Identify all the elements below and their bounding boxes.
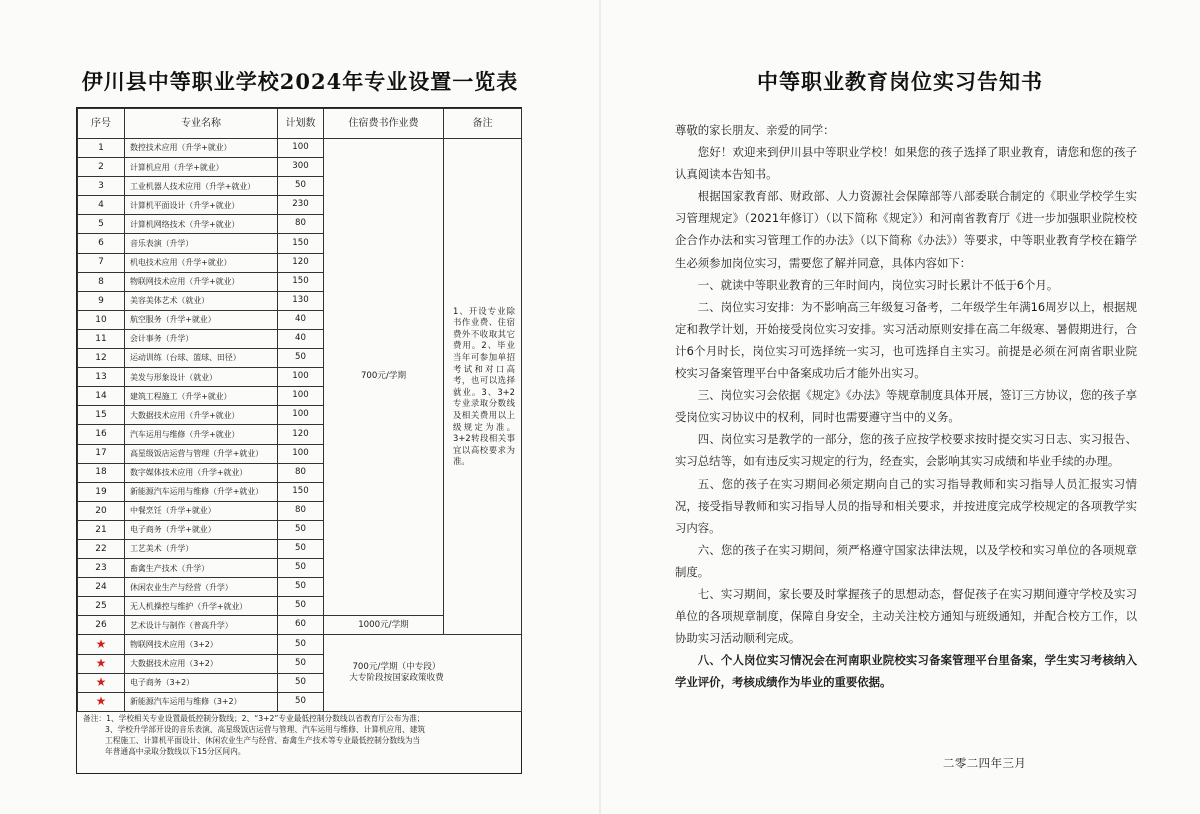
plan-count: 130 [278,291,324,310]
table-row [78,139,522,158]
plan-count: 40 [278,310,324,329]
major-name: 高星级饭店运营与管理（升学+就业） [125,444,278,463]
notice-paragraph: 五、您的孩子在实习期间必须定期向自己的实习指导教师和实习指导人员汇报实习情况，接受指导教师和实习指导人员的指导和相关要求，并按进度完成学校规定的各项教学实习内容。 [675,476,1137,535]
plan-count: 80 [278,501,324,520]
notice-date: 二零二四年三月 [943,756,1027,770]
plan-count: 50 [278,635,324,654]
row-number: 7 [78,253,125,272]
major-name: 计算机应用（升学+就业） [125,158,278,177]
major-name: 新能源汽车运用与维修（升学+就业） [125,482,278,501]
row-number: 18 [78,463,125,482]
row-number: 2 [78,158,125,177]
greeting: 尊敬的家长朋友、亲爱的同学： [675,123,835,137]
row-number: 21 [78,520,125,539]
major-name: 航空服务（升学+就业） [125,310,278,329]
major-name: 数字媒体技术应用（升学+就业） [125,463,278,482]
row-number: 11 [78,329,125,348]
plan-count: 300 [278,158,324,177]
plan-count: 50 [278,520,324,539]
major-name: 建筑工程施工（升学+就业） [125,387,278,406]
row-number: 15 [78,406,125,425]
plan-count: 150 [278,234,324,253]
row-number: 17 [78,444,125,463]
row-number: 26 [78,616,125,635]
plan-count: 50 [278,349,324,368]
fee-cell [324,635,522,711]
major-name: 会计事务（升学） [125,329,278,348]
plan-count: 100 [278,406,324,425]
major-name: 机电技术应用（升学+就业） [125,253,278,272]
row-number: 22 [78,539,125,558]
row-number: 8 [78,272,125,291]
row-number: 4 [78,196,125,215]
plan-count: 120 [278,425,324,444]
plan-count: 100 [278,444,324,463]
major-name: 计算机平面设计（升学+就业） [125,196,278,215]
major-name: 畜禽生产技术（升学） [125,559,278,578]
row-number: 14 [78,387,125,406]
notice-paragraph: 您好！欢迎来到伊川县中等职业学校！如果您的孩子选择了职业教育，请您和您的孩子认真阅读本告知书。 [675,145,1137,182]
major-name: 休闲农业生产与经营（升学） [125,578,278,597]
plan-count: 40 [278,329,324,348]
major-name: 新能源汽车运用与维修（3+2） [125,692,278,711]
row-number: 12 [78,349,125,368]
notice-paragraph: 根据国家教育部、财政部、人力资源社会保障部等八部委联合制定的《职业学校学生实习管理规定》（2021年修订）（以下简称《规定》）和河南省教育厅《进一步加强职业院校校企合作办法和实习管理工作的办法》（以下简称《办法》）等要求，中等职业教育学校在籍学生必须参加岗位实习，需要您了解并同意，具体内容如下： [675,189,1137,270]
plan-count: 80 [278,463,324,482]
major-name: 大数据技术应用（升学+就业） [125,406,278,425]
plan-count: 50 [278,559,324,578]
fee-line: 大专阶段按国家政策收费 [349,673,444,684]
plan-count: 150 [278,272,324,291]
footnote-line: 工程施工、计算机平面设计、休闲农业生产与经营、畜禽生产技术等专业最低控制分数线为当 [105,736,421,746]
row-number: 20 [78,501,125,520]
header-no: 序号 [78,109,125,139]
plan-count: 50 [278,597,324,616]
fee-cell: 1000元/学期 [324,616,444,635]
major-table [76,107,522,774]
major-name: 工业机器人技术应用（升学+就业） [125,177,278,196]
right-page [600,0,1200,814]
major-name: 中餐烹饪（升学+就业） [125,501,278,520]
row-number: 24 [78,578,125,597]
row-number: 1 [78,139,125,158]
major-name: 数控技术应用（升学+就业） [125,139,278,158]
plan-count: 50 [278,692,324,711]
major-name: 艺术设计与制作（普高升学） [125,616,278,635]
table-row [78,635,522,654]
footnote-line: 年普通高中录取分数线以下15分区间内。 [105,747,246,757]
major-name: 物联网技术应用（升学+就业） [125,272,278,291]
star-icon: ★ [78,654,125,673]
notice-paragraph: 四、岗位实习是教学的一部分，您的孩子应按学校要求按时提交实习日志、实习报告、实习总结等，如有违反实习规定的行为，经查实，会影响其实习成绩和毕业手续的办理。 [675,432,1137,469]
major-name: 计算机网络技术（升学+就业） [125,215,278,234]
star-icon: ★ [78,673,125,692]
row-number: 5 [78,215,125,234]
plan-count: 50 [278,539,324,558]
table-body [78,139,522,712]
header-fee: 住宿费书作业费 [324,109,444,139]
plan-count: 50 [278,177,324,196]
major-name: 音乐表演（升学） [125,234,278,253]
fee-line: 700元/学期（中专段） [352,661,441,672]
notice-paragraph-bold: 八、个人岗位实习情况会在河南职业院校实习备案管理平台里备案，学生实习考核纳入学业评价，考核成绩作为毕业的重要依据。 [675,653,1137,690]
plan-count: 120 [278,253,324,272]
plan-count: 100 [278,387,324,406]
row-number: 23 [78,559,125,578]
plan-count: 100 [278,368,324,387]
plan-count: 150 [278,482,324,501]
row-number: 9 [78,291,125,310]
row-number: 10 [78,310,125,329]
plan-count: 50 [278,578,324,597]
fee-cell: 700元/学期 [324,139,444,616]
major-name: 无人机操控与维护（升学+就业） [125,597,278,616]
major-name: 工艺美术（升学） [125,539,278,558]
note-cell: 1、开设专业除书作业费、住宿费外不收取其它费用。2、毕业当年可参加单招考试和对口高考，也可以选择就业。3、3+2专业录取分数线及相关费用以上级规定为准。3+2转段相关事宜以高校要求为准。 [444,139,522,635]
notice-paragraph: 二、岗位实习安排：为不影响高三年级复习备考，二年级学生年满16周岁以上，根据规定和教学计划，开始接受岗位实习安排。实习活动原则安排在高二年级寒、暑假期进行，合计6个月时长，岗位实习可选择统一实习，也可选择自主实习。前提是必须在河南省职业院校实习备案管理平台中备案成功后才能外出实习。 [675,299,1137,381]
row-number: 16 [78,425,125,444]
major-name: 物联网技术应用（3+2） [125,635,278,654]
notice-paragraph: 三、岗位实习会依据《规定》《办法》等规章制度具体开展，签订三方协议，您的孩子享受岗位实习协议中的权利，同时也需要遵守当中的义务。 [675,388,1137,425]
plan-count: 100 [278,139,324,158]
table-footnote [77,710,521,761]
notice-paragraph: 六、您的孩子在实习期间，须严格遵守国家法律法规，以及学校和实习单位的各项规章制度。 [675,542,1137,579]
plan-count: 50 [278,654,324,673]
row-number: 6 [78,234,125,253]
row-number: 13 [78,368,125,387]
header-name: 专业名称 [125,109,278,139]
plan-count: 50 [278,673,324,692]
plan-count: 230 [278,196,324,215]
table-title: 伊川县中等职业学校2024年专业设置一览表 [81,69,519,94]
major-name: 电子商务（3+2） [125,673,278,692]
notice-paragraph: 一、就读中等职业教育的三年时间内，岗位实习时长累计不低于6个月。 [697,277,1059,292]
header-note: 备注 [444,109,522,139]
major-name: 运动训练（台球、篮球、田径） [125,349,278,368]
star-icon: ★ [78,692,125,711]
major-name: 大数据技术应用（3+2） [125,654,278,673]
footnote-line: 3、学校升学部开设的音乐表演、高星级饭店运营与管理、汽车运用与维修、计算机应用、建筑 [105,725,426,735]
notice-letter [675,119,1137,693]
major-name: 美容美体艺术（就业） [125,291,278,310]
notice-paragraph: 七、实习期间，家长要及时掌握孩子的思想动态，督促孩子在实习期间遵守学校及实习单位的各项规章制度，保障自身安全，主动关注校方通知与班级通知，并配合校方工作，以协助实习活动顺利完成。 [675,586,1137,646]
header-plan: 计划数 [278,109,324,139]
row-number: 25 [78,597,125,616]
plan-count: 80 [278,215,324,234]
plan-count: 60 [278,616,324,635]
table-header-row [78,109,522,139]
star-icon: ★ [78,635,125,654]
major-name: 电子商务（升学+就业） [125,520,278,539]
row-number: 3 [78,177,125,196]
major-name: 美发与形象设计（就业） [125,368,278,387]
row-number: 19 [78,482,125,501]
footnote-line: 备注：1、学校相关专业设置最低控制分数线；2、“3+2”专业最低控制分数线以省教育厅公布为准； [83,714,425,723]
major-name: 汽车运用与维修（升学+就业） [125,425,278,444]
notice-title: 中等职业教育岗位实习告知书 [757,69,1043,94]
